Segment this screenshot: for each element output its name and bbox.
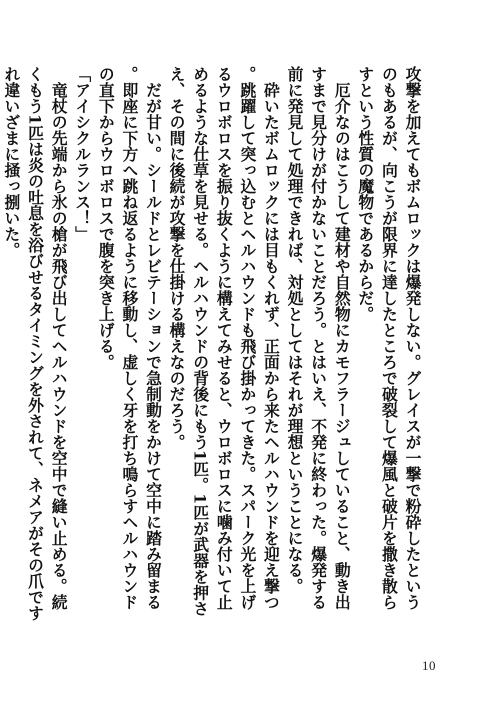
paragraph-5-dialogue: 「アイシクルランス！」 — [72, 66, 92, 242]
paragraph-1: 攻撃を加えてもボムロックは爆発しない。グレイスが一撃で粉砕したというのもあるが、向こうが限界に達したところで破裂して爆風と破片を撒き散らすという性質の魔物であるからだ。 — [355, 66, 422, 610]
paragraph-4: だが甘い。シールドとレビテーションで急制動をかけて空中に踏み留まる。即座に下方へ跳ね返るように移動し、虚しく牙を打ち鳴らすヘルハウンドの直下からウロボロスで腹を突き上げる。 — [96, 66, 163, 610]
page-number: 10 — [422, 658, 436, 673]
paragraph-2: 厄介なのはこうして建材や自然物にカモフラージュしていること、動き出すまで見分けが付かないことだろう。とはいえ、不発に終わった。爆発する前に発見して処理できれば、対処としてはそれが理想ということになる。 — [285, 66, 352, 610]
body-text — [1, 66, 424, 622]
paragraph-6: 竜杖の先端から氷の槍が飛び出してヘルハウンドを空中で縫い止める。続くもう1匹は炎の吐息を浴びせるタイミングを外されて、ネメアがその爪ですれ違いざまに掻っ捌いた。 — [1, 66, 69, 622]
paragraph-3: 砕いたボムロックには目もくれず、正面から来たヘルハウンドを迎え撃つ。跳躍して突っ込むとヘルハウンドも飛び掛かってきた。スパーク光を上げるウロボロスを振り抜くように構えてみせると、ウロボロスに噛み付いて止めるような仕草を見せる。ヘルハウンドの背後にもう1匹。1匹が武器を押さえ、その間に後続が攻撃を仕掛ける構えなのだろう。 — [167, 66, 281, 617]
